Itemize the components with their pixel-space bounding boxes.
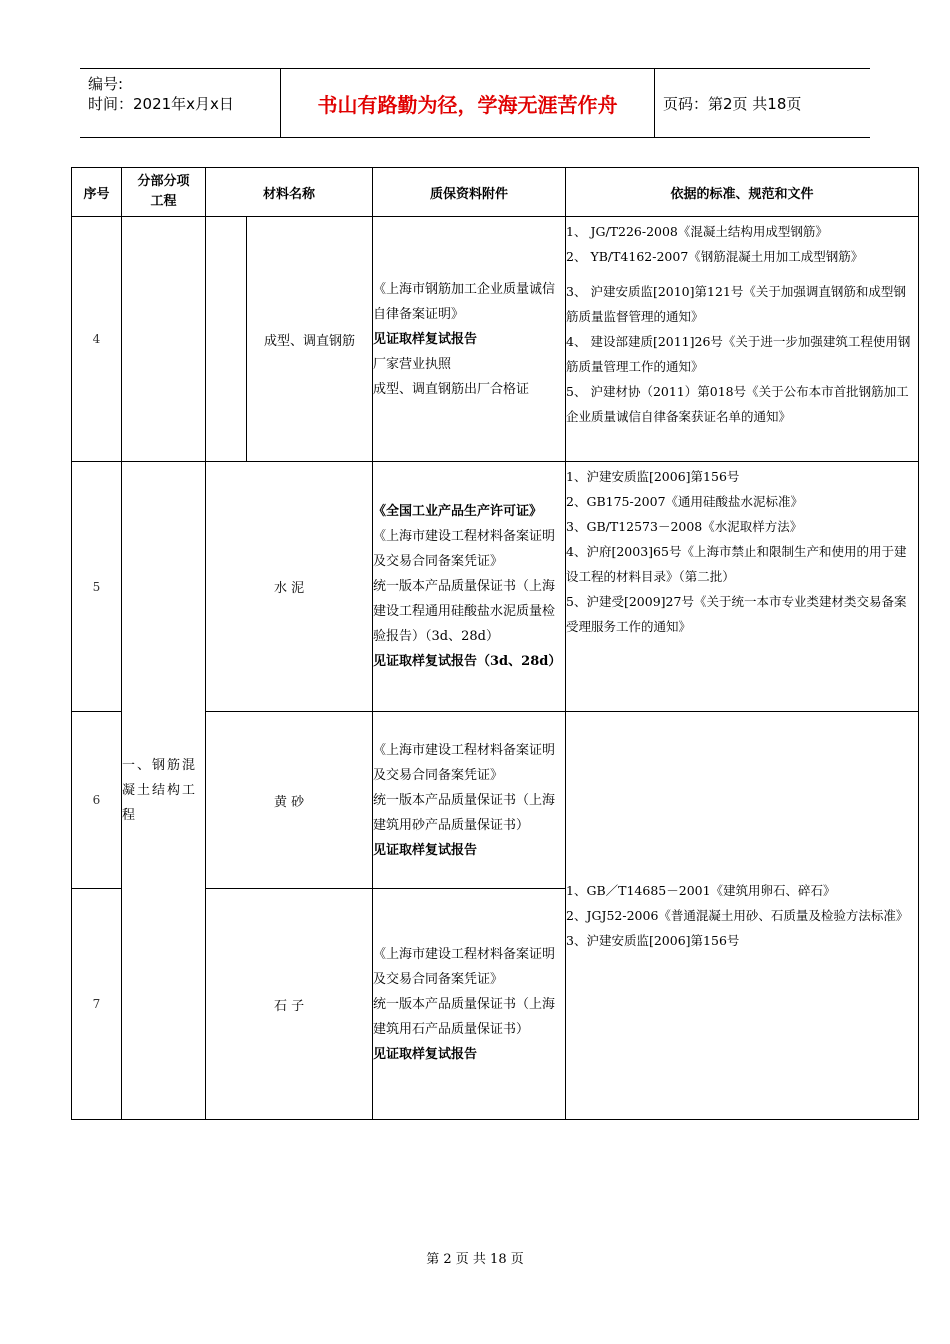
docs-cell xyxy=(373,462,566,712)
col-header-no: 序号 xyxy=(72,168,122,217)
standard-item: 2、GB175-2007《通用硅酸盐水泥标准》 xyxy=(566,494,804,509)
standard-item: 2、JGJ52-2006《普通混凝土用砂、石质量及检验方法标准》 xyxy=(566,908,909,923)
col-header-section: 分部分项工程 xyxy=(122,168,206,217)
standard-item: 5、沪建受[2009]27号《关于统一本市专业类建材类交易备案受理服务工作的通知》 xyxy=(566,594,907,634)
page-footer: 第 2 页 共 18 页 xyxy=(426,1252,524,1267)
page-info: 页码：第2页 共18页 xyxy=(663,94,802,113)
docs-cell xyxy=(373,889,566,1120)
standard-item: 3、 沪建安质监[2010]第121号《关于加强调直钢筋和成型钢筋质量监督管理的通知》 xyxy=(566,284,906,324)
standard-item: 3、沪建安质监[2006]第156号 xyxy=(566,933,740,948)
table-header-row xyxy=(72,168,919,217)
doc-item: 统一版本产品质量保证书（上海建筑用砂产品质量保证书） xyxy=(373,792,556,833)
standards-cell xyxy=(566,217,919,462)
standard-item: 1、 JG/T226-2008《混凝土结构用成型钢筋》 xyxy=(566,224,828,239)
row-number: 5 xyxy=(72,462,122,712)
standard-item: 1、沪建安质监[2006]第156号 xyxy=(566,469,740,484)
doc-item: 成型、调直钢筋出厂合格证 xyxy=(373,381,530,397)
doc-item: 《全国工业产品生产许可证》 xyxy=(373,504,543,519)
material-name: 石 子 xyxy=(206,889,373,1120)
doc-item: 《上海市建设工程材料备案证明及交易合同备案凭证》 xyxy=(373,946,556,987)
docs-cell xyxy=(373,217,566,462)
table-row xyxy=(72,462,919,712)
standard-item: 1、GB／T14685－2001《建筑用卵石、碎石》 xyxy=(566,883,836,898)
table-row xyxy=(72,217,919,462)
doc-item: 厂家营业执照 xyxy=(373,356,452,372)
standards-cell xyxy=(566,462,919,712)
standard-item: 5、 沪建材协（2011）第018号《关于公布本市首批钢筋加工企业质量诚信自律备案获证名单的通知》 xyxy=(566,384,909,424)
section-label: 一、钢筋混凝土结构工程 xyxy=(122,462,206,1120)
page-header xyxy=(80,68,870,138)
material-name: 黄 砂 xyxy=(206,712,373,889)
material-subcell-empty xyxy=(206,217,247,462)
docs-cell xyxy=(373,712,566,889)
material-name: 水 泥 xyxy=(206,462,373,712)
doc-item: 《上海市建设工程材料备案证明及交易合同备案凭证》 xyxy=(373,529,556,569)
material-name: 成型、调直钢筋 xyxy=(247,217,373,462)
row-number: 7 xyxy=(72,889,122,1120)
standard-item: 4、沪府[2003]65号《上海市禁止和限制生产和使用的用于建设工程的材料目录》（第二批） xyxy=(566,544,907,584)
motto: 书山有路勤为径，学海无涯苦作舟 xyxy=(280,69,655,137)
time-label: 时间：2021年x月x日 xyxy=(88,95,234,113)
doc-item: 统一版本产品质量保证书（上海建设工程通用硅酸盐水泥质量检验报告）（3d、28d） xyxy=(373,579,556,644)
col-header-standards: 依据的标准、规范和文件 xyxy=(566,168,919,217)
standard-item: 2、 YB/T4162-2007《钢筋混凝土用加工成型钢筋》 xyxy=(566,249,864,264)
doc-item: 统一版本产品质量保证书（上海建筑用石产品质量保证书） xyxy=(373,996,556,1037)
doc-item: 《上海市建设工程材料备案证明及交易合同备案凭证》 xyxy=(373,742,556,783)
row-number: 4 xyxy=(72,217,122,462)
header-meta xyxy=(80,69,280,137)
doc-item: 见证取样复试报告 xyxy=(373,331,478,347)
col-header-material: 材料名称 xyxy=(206,168,373,217)
doc-item: 见证取样复试报告（3d、28d） xyxy=(373,654,562,669)
section-cell-empty xyxy=(122,217,206,462)
col-header-docs: 质保资料附件 xyxy=(373,168,566,217)
standards-cell-shared xyxy=(566,712,919,1120)
doc-item: 见证取样复试报告 xyxy=(373,1046,478,1062)
doc-item: 见证取样复试报告 xyxy=(373,842,478,858)
materials-table xyxy=(71,167,919,1120)
standard-item: 4、 建设部建质[2011]26号《关于进一步加强建筑工程使用钢筋质量管理工作的通知》 xyxy=(566,334,911,374)
row-number: 6 xyxy=(72,712,122,889)
number-label: 编号: xyxy=(88,75,124,93)
doc-item: 《上海市钢筋加工企业质量诚信自律备案证明》 xyxy=(373,281,556,322)
standard-item: 3、GB/T12573－2008《水泥取样方法》 xyxy=(566,519,803,534)
